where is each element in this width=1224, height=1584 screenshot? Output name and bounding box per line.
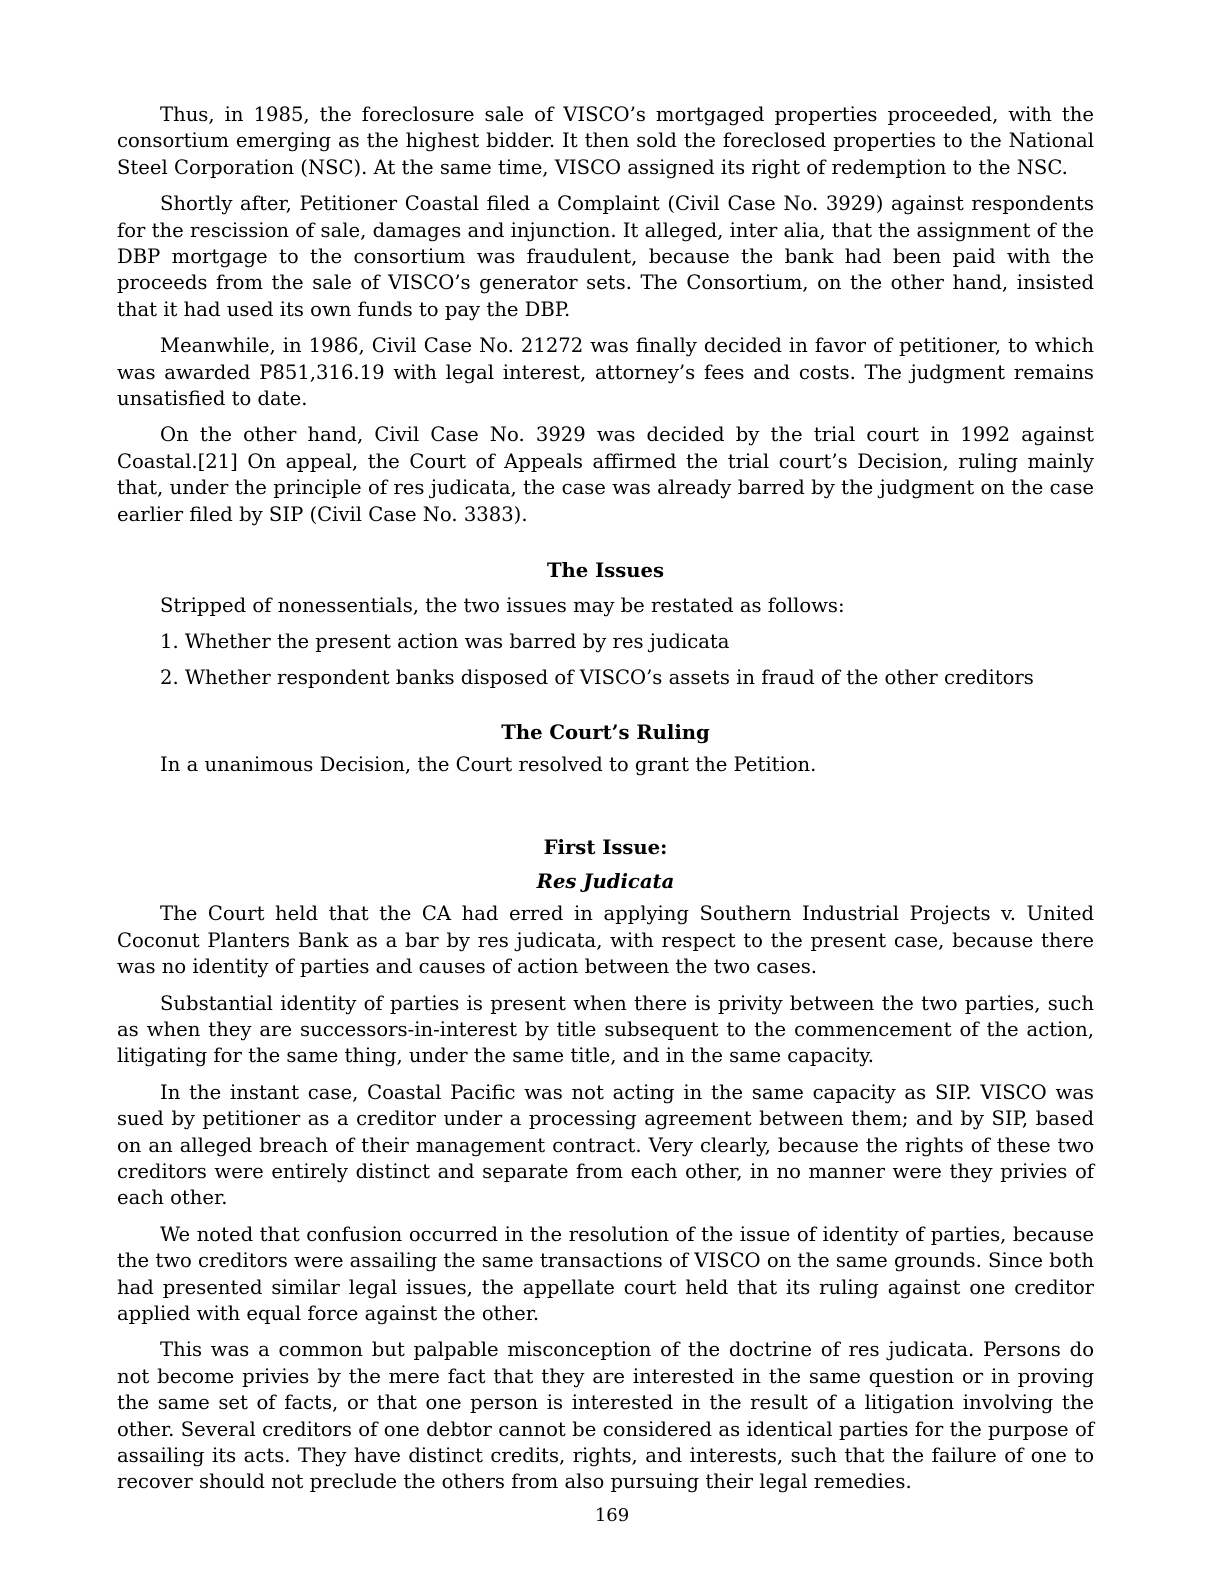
paragraph: Meanwhile, in 1986, Civil Case No. 21272 was finally decided in favor of petitioner, to which was awarded P851,316.19 with legal interest, attorney’s fees and costs. The judgment remains unsatisfied to date. [117, 334, 1094, 411]
paragraph: In the instant case, Coastal Pacific was not acting in the same capacity as SIP. VISCO was sued by petitioner as a creditor under a processing agreement between them; and by SIP, based on an alleged breach of their management contract. Very clearly, because the rights of these two creditors were entirely distinct and separate from each other, in no manner were they privies of each other. [117, 1080, 1094, 1210]
page-number: 169 [594, 1505, 630, 1526]
paragraph: Substantial identity of parties is present when there is privity between the two parties, such as when they are successors-in-interest by title subsequent to the commencement of the action, litigating for the same thing, under the same title, and in the same capacity. [117, 991, 1094, 1068]
paragraph: Shortly after, Petitioner Coastal filed a Complaint (Civil Case No. 3929) against respondents for the rescission of sale, damages and injunction. It alleged, inter alia, that the assignment of the DBP mortgage to the consortium was fraudulent, because the bank had been paid with the proceeds from the sale of VISCO’s generator sets. The Consortium, on the other hand, insisted that it had used its own funds to pay the DBP. [117, 192, 1094, 321]
paragraph: This was a common but palpable misconception of the doctrine of res judicata. Persons do not become privies by the mere fact that they are interested in the same question or in proving the same set of facts, or that one person is interested in the result of a litigation involving the other. Several creditors of one debtor cannot be considered as identical parties for the purpose of assailing its acts. They have distinct credits, rights, and interests, such that the failure of one to recover should not preclude the others from also pursuing their legal remedies. [117, 1338, 1094, 1494]
document-page [117, 102, 1094, 1496]
section-heading-ruling: The Court’s Ruling [501, 720, 710, 744]
paragraph: The Court held that the CA had erred in applying Southern Industrial Projects v. United Coconut Planters Bank as a bar by res judicata, with respect to the present case, because there was no identity of parties and causes of action between the two cases. [117, 902, 1094, 979]
paragraph: We noted that confusion occurred in the resolution of the issue of identity of parties, because the two creditors were assailing the same transactions of VISCO on the same grounds. Since both had presented similar legal issues, the appellate court held that its ruling against one creditor applied with equal force against the other. [117, 1222, 1094, 1326]
section-heading-issues: The Issues [546, 559, 665, 583]
paragraph: Thus, in 1985, the foreclosure sale of VISCO’s mortgaged properties proceeded, with the consortium emerging as the highest bidder. It then sold the foreclosed properties to the National Steel Corporation (NSC). At the same time, VISCO assigned its right of redemption to the NSC. [117, 103, 1094, 179]
issues-intro: Stripped of nonessentials, the two issues may be restated as follows: [160, 593, 845, 617]
section-subheading-res-judicata: Res Judicata [536, 869, 675, 893]
paragraph: On the other hand, Civil Case No. 3929 was decided by the trial court in 1992 against Coastal.[21] On appeal, the Court of Appeals affirmed the trial court’s Decision, ruling mainly that, under the principle of res judicata, the case was already barred by the judgment on the case earlier filed by SIP (Civil Case No. 3383). [117, 423, 1094, 526]
ruling-text: In a unanimous Decision, the Court resolved to grant the Petition. [160, 753, 817, 777]
issue-item: 1. Whether the present action was barred by res judicata [160, 629, 730, 653]
issue-item: 2. Whether respondent banks disposed of VISCO’s assets in fraud of the other creditors [160, 666, 1034, 690]
section-heading-first-issue: First Issue: [543, 835, 668, 859]
